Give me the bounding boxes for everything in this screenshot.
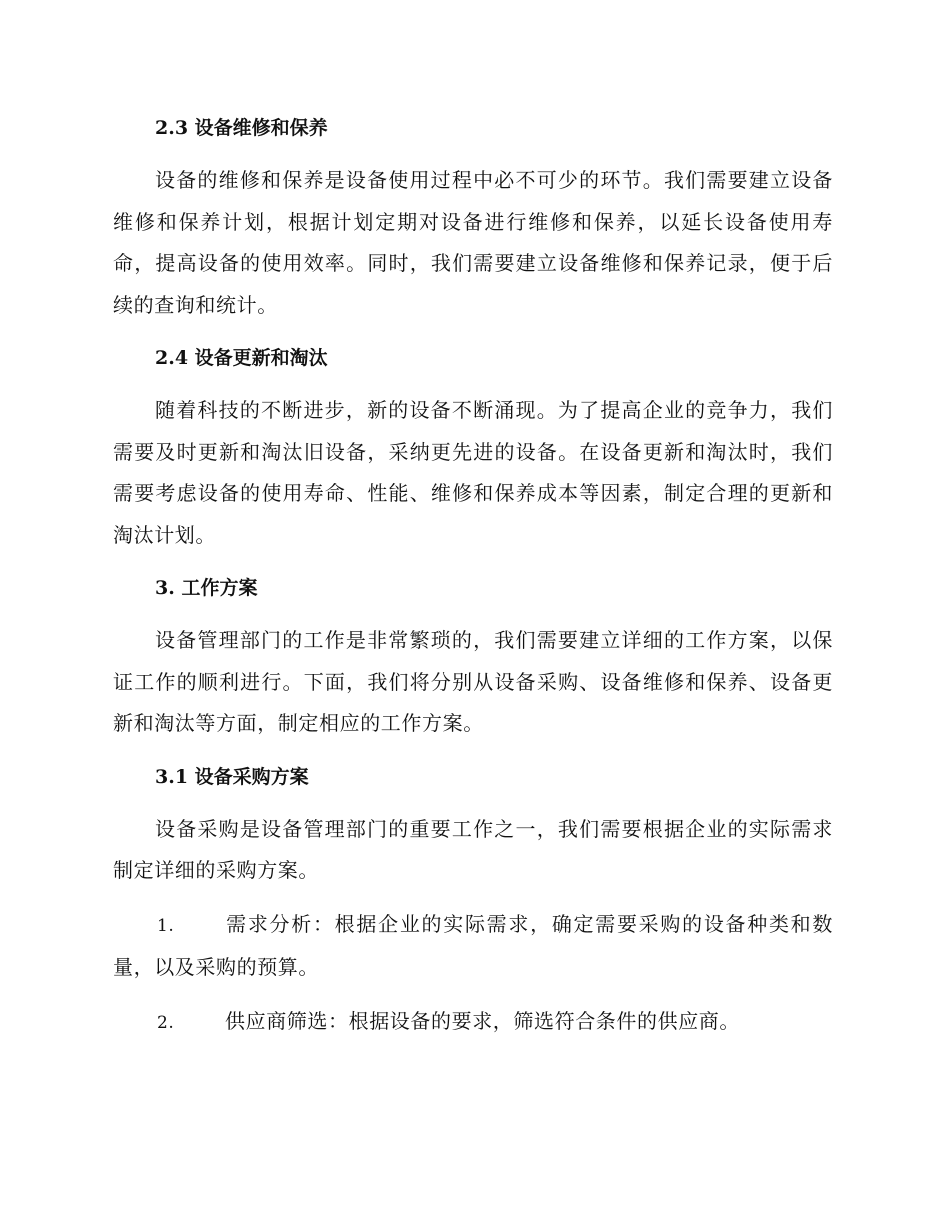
list-item-text: 供应商筛选：根据设备的要求，筛选符合条件的供应商。 [225, 1008, 740, 1033]
section-heading-3-1: 3.1 设备采购方案 [155, 765, 309, 788]
list-item-text: 需求分析：根据企业的实际需求，确定需要采购的设备种类和数量，以及采购的预算。 [113, 911, 833, 979]
paragraph-3: 设备管理部门的工作是非常繁琐的，我们需要建立详细的工作方案，以保证工作的顺利进行。下面，我们将分别从设备采购、设备维修和保养、设备更新和淘汰等方面，制定相应的工作方案。 [113, 628, 833, 735]
document-body [113, 108, 833, 1044]
section-heading-3: 3. 工作方案 [155, 577, 258, 599]
list-item [113, 904, 833, 989]
list-item-number: 1. [157, 915, 175, 936]
section-heading-2-3: 2.3 设备维修和保养 [155, 117, 328, 139]
paragraph-2-4: 随着科技的不断进步，新的设备不断涌现。为了提高企业的竞争力，我们需要及时更新和淘汰旧设备，采纳更先进的设备。在设备更新和淘汰时，我们需要考虑设备的使用寿命、性能、维修和保养成本等因素，制定合理的更新和淘汰计划。 [113, 398, 833, 547]
paragraph-2-3: 设备的维修和保养是设备使用过程中必不可少的环节。我们需要建立设备维修和保养计划，根据计划定期对设备进行维修和保养，以延长设备使用寿命，提高设备的使用效率。同时，我们需要建立设备维修和保养记录，便于后续的查询和统计。 [113, 168, 833, 317]
paragraph-3-1: 设备采购是设备管理部门的重要工作之一，我们需要根据企业的实际需求制定详细的采购方案。 [113, 816, 833, 882]
list-item-number: 2. [157, 1012, 175, 1033]
section-heading-2-4: 2.4 设备更新和淘汰 [155, 347, 328, 369]
list-item [113, 1001, 833, 1045]
